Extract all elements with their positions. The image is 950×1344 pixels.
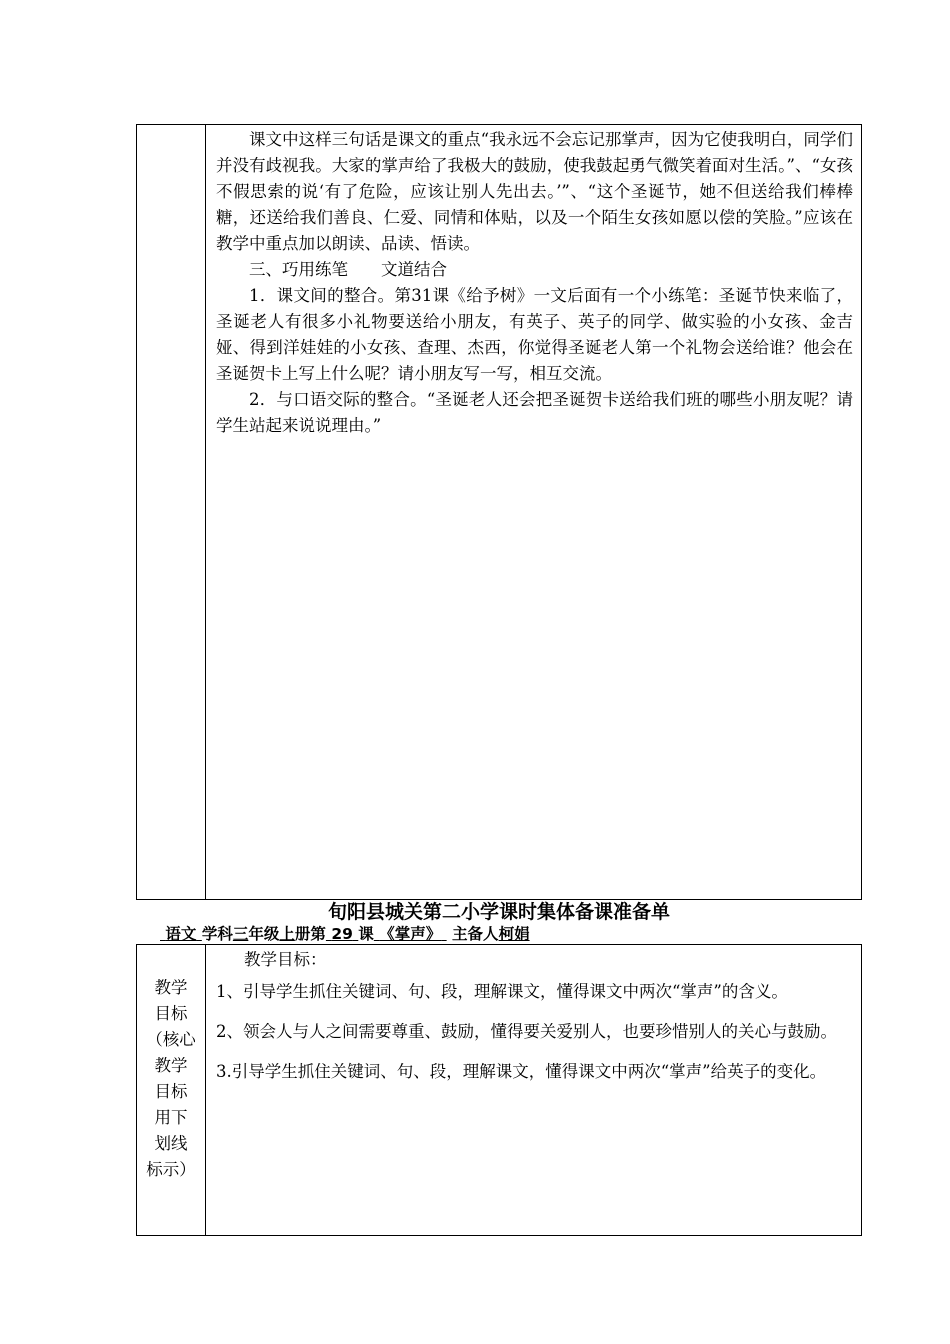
section-heading: 三、巧用练笔 文道结合 bbox=[249, 260, 447, 279]
grade-value: 三 bbox=[232, 925, 249, 943]
form-info-line bbox=[160, 924, 860, 944]
term-label: 册第 bbox=[294, 925, 326, 943]
subject-label: 学科 bbox=[201, 925, 233, 943]
term-value: 上 bbox=[279, 925, 295, 943]
form-title: 旬阳县城关第二小学课时集体备课准备单 bbox=[327, 901, 670, 923]
side-label-line: 划线 bbox=[154, 1134, 188, 1153]
side-label-line: 目标 bbox=[154, 1082, 188, 1101]
goal-item-2: 2、领会人与人之间需要尊重、鼓励，懂得要关爱别人，也要珍惜别人的关心与鼓励。 bbox=[216, 1022, 837, 1041]
subject-value: 语文 bbox=[165, 925, 197, 943]
empty-left-cell bbox=[137, 125, 206, 900]
lesson-number: 29 bbox=[331, 925, 353, 943]
side-label-line: 标示） bbox=[146, 1160, 196, 1179]
preparer-name: 柯娟 bbox=[498, 925, 530, 943]
goals-content-cell bbox=[206, 945, 862, 1236]
side-label-line: 用下 bbox=[154, 1108, 188, 1127]
goals-heading: 教学目标： bbox=[244, 950, 327, 969]
integration-paragraph-2: 2．与口语交际的整合。“圣诞老人还会把圣诞贺卡送给我们班的哪些小朋友呢？请学生站起来说说理由。” bbox=[216, 390, 853, 435]
lesson-label: 课 bbox=[358, 925, 374, 943]
side-label-line: 目标 bbox=[154, 1004, 188, 1023]
side-label-line: 教学 bbox=[154, 1056, 188, 1075]
goal-item-1: 1、引导学生抓住关键词、句、段，理解课文，懂得课文中两次“掌声”的含义。 bbox=[216, 982, 788, 1001]
goal-item-3: 3.引导学生抓住关键词、句、段，理解课文，懂得课文中两次“掌声”给英子的变化。 bbox=[216, 1062, 827, 1081]
side-label-line: 教学 bbox=[154, 978, 188, 997]
goals-side-label bbox=[137, 945, 206, 1236]
teaching-goals-table bbox=[136, 944, 862, 1236]
integration-paragraph-1: 1．课文间的整合。第31课《给予树》一文后面有一个小练笔：圣诞节快来临了，圣诞老人有很多小礼物要送给小朋友，有英子、英子的同学、做实验的小女孩、金吉娅、得到洋娃娃的小女孩、查理、杰西，你觉得圣诞老人第一个礼物会送给谁？他会在圣诞贺卡上写上什么呢？请小朋友写一写，相互交流。 bbox=[216, 286, 853, 383]
key-sentences-paragraph: 课文中这样三句话是课文的重点“我永远不会忘记那掌声，因为它使我明白，同学们并没有歧视我。大家的掌声给了我极大的鼓励，使我鼓起勇气微笑着面对生活。”、“女孩不假思索的说‘有了危险，应该让别人先出去。’”、“这个圣诞节，她不但送给我们棒棒糖，还送给我们善良、仁爱、同情和体贴，以及一个陌生女孩如愿以偿的笑脸。”应该在教学中重点加以朗读、品读、悟读。 bbox=[216, 130, 853, 253]
side-label-line: （核心 bbox=[146, 1030, 196, 1049]
lesson-content-cell bbox=[206, 125, 862, 900]
preparer-label: 主备人 bbox=[452, 925, 499, 943]
lesson-plan-continuation-table bbox=[136, 124, 862, 900]
lesson-title: 《掌声》 bbox=[379, 925, 442, 943]
grade-label: 年级 bbox=[248, 925, 280, 943]
